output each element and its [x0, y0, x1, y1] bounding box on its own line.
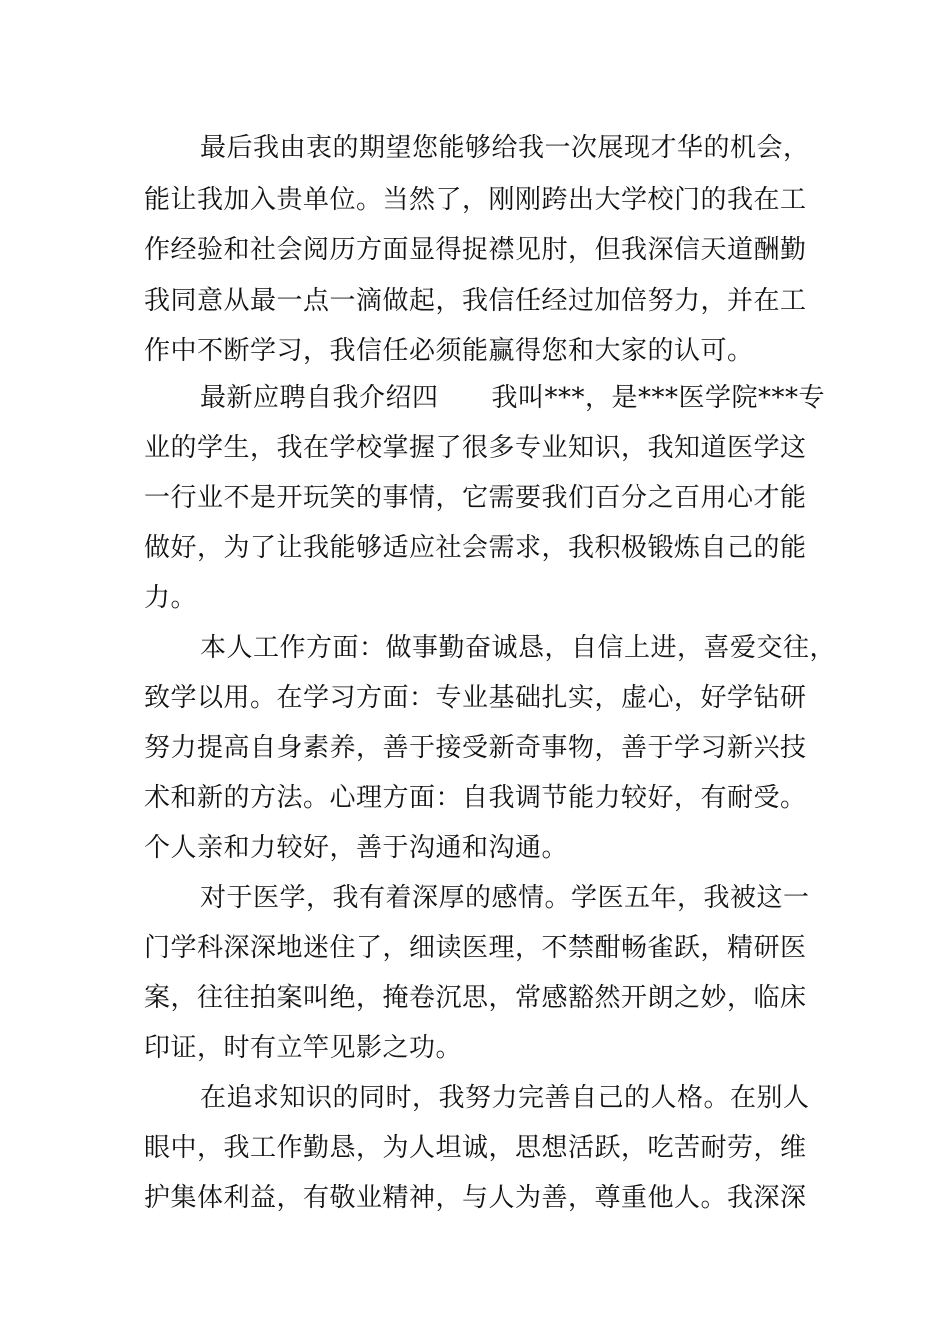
text-line: 最新应聘自我介绍四 我叫***，是***医学院***专: [200, 383, 826, 413]
text-line: 努力提高自身素养，善于接受新奇事物，善于学习新兴技: [144, 733, 807, 763]
text-line: 在追求知识的同时，我努力完善自己的人格。在别人: [200, 1083, 810, 1113]
text-line: 业的学生，我在学校掌握了很多专业知识，我知道医学这: [144, 433, 807, 463]
text-line: 一行业不是开玩笑的事情，它需要我们百分之百用心才能: [144, 483, 807, 513]
text-line: 本人工作方面：做事勤奋诚恳，自信上进，喜爱交往，: [200, 633, 837, 663]
text-line: 做好，为了让我能够适应社会需求，我积极锻炼自己的能: [144, 533, 807, 563]
text-line: 门学科深深地迷住了，细读医理，不禁酣畅雀跃，精研医: [144, 933, 807, 963]
text-line: 最后我由衷的期望您能够给我一次展现才华的机会，: [200, 133, 810, 163]
text-line: 能让我加入贵单位。当然了，刚刚跨出大学校门的我在工: [144, 185, 807, 215]
text-line: 印证，时有立竿见影之功。: [144, 1033, 463, 1063]
text-line: 个人亲和力较好，善于沟通和沟通。: [144, 833, 569, 863]
text-line: 对于医学，我有着深厚的感情。学医五年，我被这一: [200, 883, 810, 913]
text-line: 致学以用。在学习方面：专业基础扎实，虚心，好学钻研: [144, 683, 807, 713]
text-line: 眼中，我工作勤恳，为人坦诚，思想活跃，吃苦耐劳，维: [144, 1133, 807, 1163]
text-line: 作经验和社会阅历方面显得捉襟见肘，但我深信天道酬勤: [144, 235, 807, 265]
text-line: 作中不断学习，我信任必须能赢得您和大家的认可。: [144, 336, 754, 366]
text-line: 护集体利益，有敬业精神，与人为善，尊重他人。我深深: [144, 1183, 807, 1213]
text-line: 术和新的方法。心理方面：自我调节能力较好，有耐受。: [144, 783, 807, 813]
text-line: 我同意从最一点一滴做起，我信任经过加倍努力，并在工: [144, 286, 807, 316]
text-line: 力。: [144, 583, 198, 613]
text-line: 案，往往拍案叫绝，掩卷沉思，常感豁然开朗之妙，临床: [144, 983, 807, 1013]
